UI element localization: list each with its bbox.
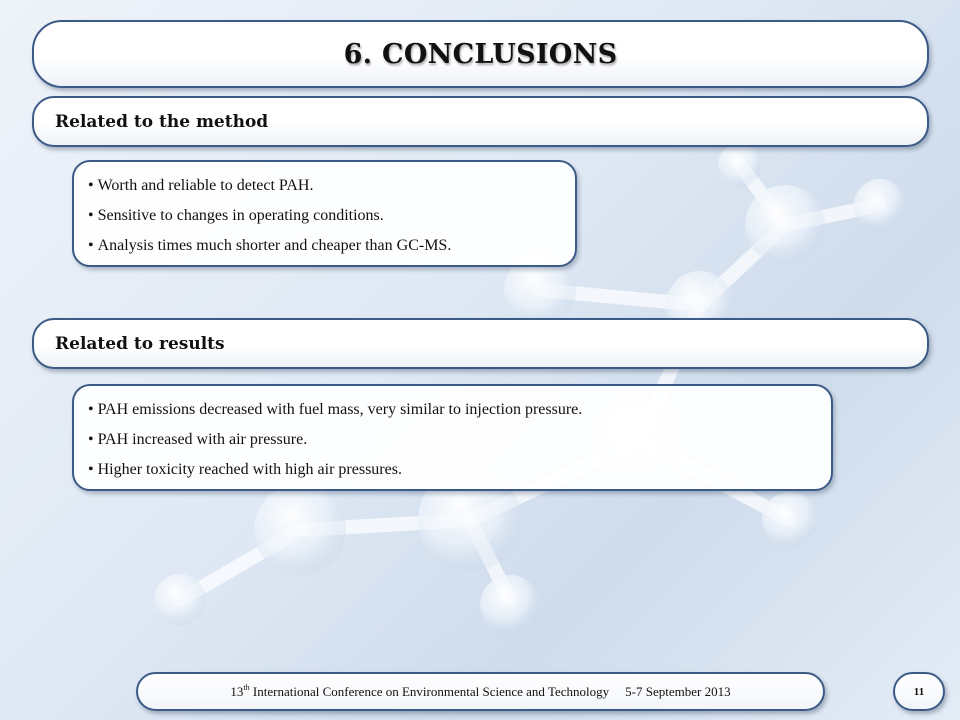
method-bullet-box <box>72 160 577 267</box>
bullet-text: PAH emissions decreased with fuel mass, very similar to injection pressure. <box>97 401 583 418</box>
ordinal-suffix: th <box>243 682 250 692</box>
page-number-badge <box>893 672 945 711</box>
bullet-list <box>88 398 817 488</box>
bullet-item <box>88 234 561 264</box>
bullet-item <box>88 174 561 204</box>
conference-name: International Conference on Environmental Science and Technology <box>252 684 610 699</box>
bullet-item <box>88 398 817 428</box>
bullet-text: Higher toxicity reached with high air pressures. <box>97 461 402 478</box>
bullet-text: Worth and reliable to detect PAH. <box>97 177 314 194</box>
bullet-item <box>88 204 561 234</box>
conference-dates: 5-7 September 2013 <box>625 684 731 699</box>
conference-number: 13 <box>230 684 244 699</box>
section-heading: Related to the method <box>55 112 269 132</box>
section-heading: Related to results <box>55 334 225 354</box>
bullet-text: Sensitive to changes in operating conditions. <box>97 207 384 224</box>
results-bullet-box <box>72 384 833 491</box>
bullet-text: PAH increased with air pressure. <box>97 431 308 448</box>
section-header-method <box>32 96 929 147</box>
page-number: 11 <box>913 686 925 698</box>
bullet-symbol: • <box>88 461 94 478</box>
slide-title: 6. CONCLUSIONS <box>343 39 618 70</box>
bullet-item <box>88 458 817 488</box>
bullet-symbol: • <box>88 237 94 254</box>
bullet-symbol: • <box>88 431 94 448</box>
conference-footer <box>136 672 825 711</box>
bullet-symbol: • <box>88 177 94 194</box>
section-header-results <box>32 318 929 369</box>
bullet-list <box>88 174 561 264</box>
bullet-symbol: • <box>88 207 94 224</box>
bullet-item <box>88 428 817 458</box>
bullet-symbol: • <box>88 401 94 418</box>
bullet-text: Analysis times much shorter and cheaper than GC-MS. <box>97 237 452 254</box>
title-banner <box>32 20 929 88</box>
